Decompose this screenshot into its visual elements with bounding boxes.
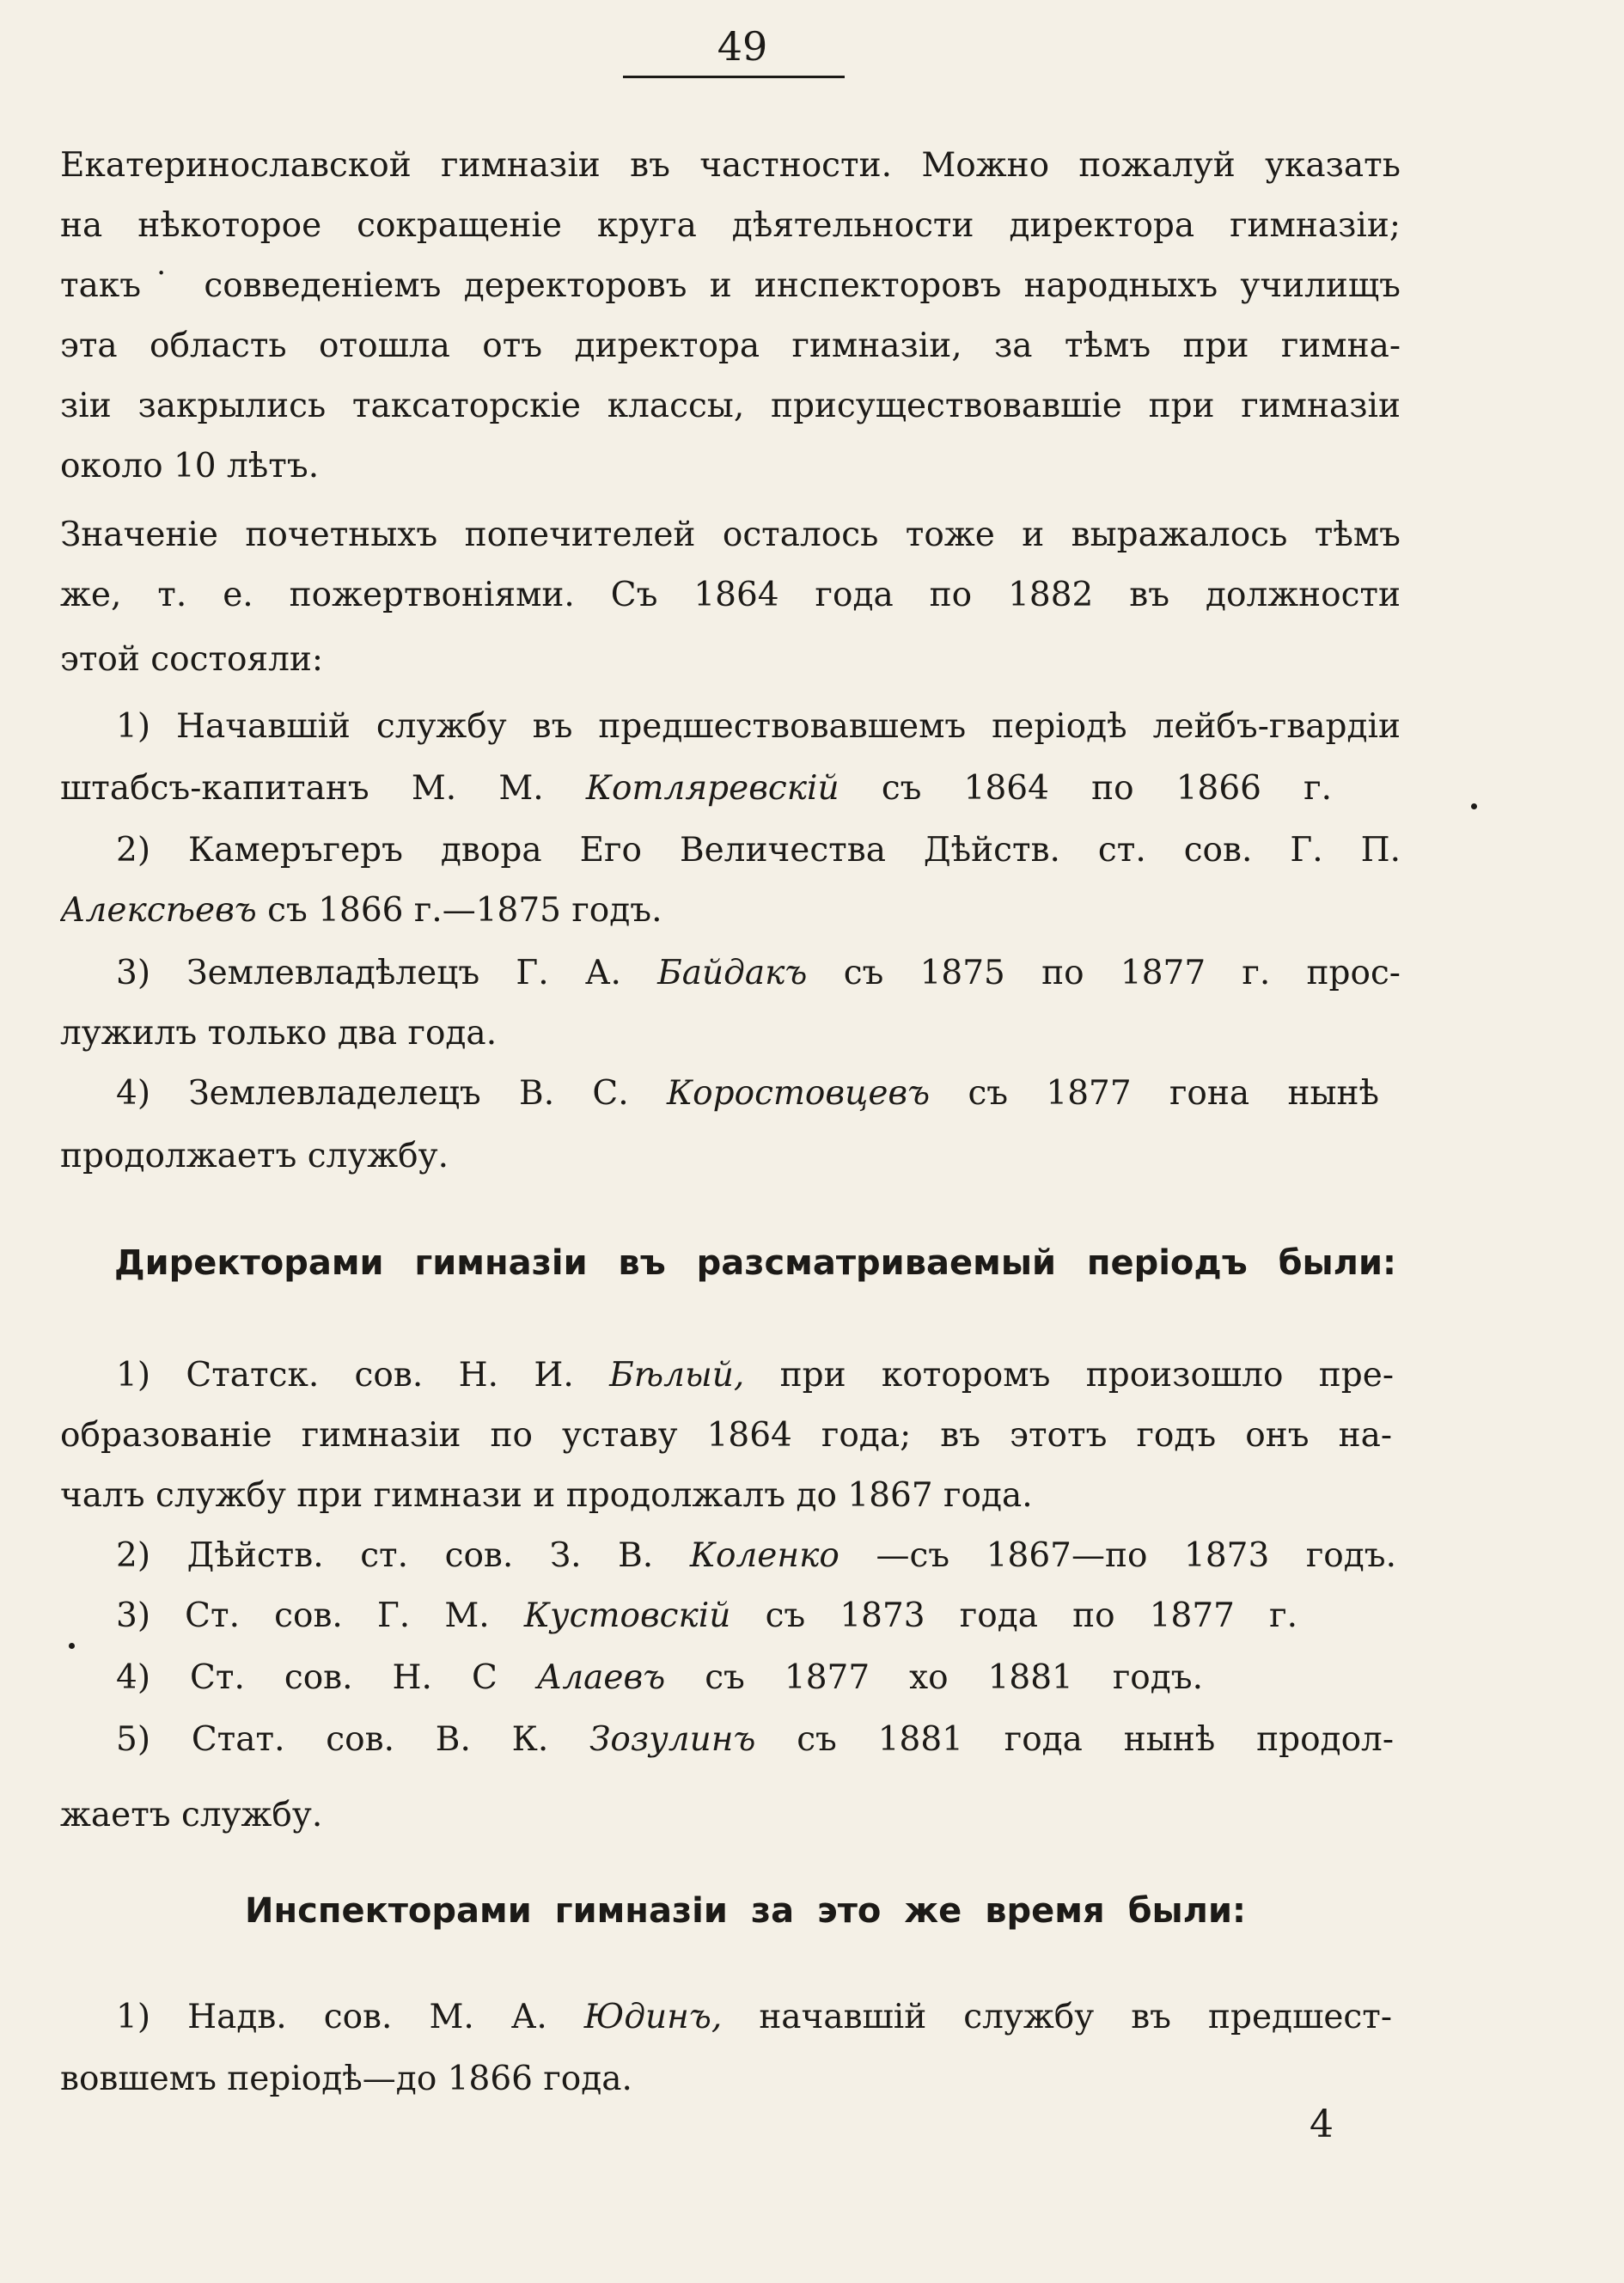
- inspectors-heading: Инспекторами гимназіи за это же время были:: [245, 1891, 1246, 1931]
- paragraph1-line-6: около 10 лѣтъ.: [60, 447, 320, 485]
- trustee-3-years: съ 1875 по 1877 г. прос-: [843, 954, 1401, 992]
- trustee-2-name: Алексѣевъ: [60, 891, 257, 930]
- paragraph2-line-1: Значеніе почетныхъ попечителей осталось тоже и выражалось тѣмъ: [60, 516, 1401, 554]
- trustee-1-title: штабсъ-капитанъ М. М.: [60, 769, 544, 808]
- trustee-3-title: 3) Землевладѣлецъ Г. А.: [116, 954, 621, 992]
- director-2-years: —съ 1867—по 1873 годъ.: [876, 1536, 1396, 1575]
- inspector-1-note: начавшій службу въ предшест-: [759, 1998, 1392, 2036]
- signature-mark: 4: [1310, 2103, 1334, 2146]
- director-4-line: [116, 1654, 1203, 1702]
- print-speck: [69, 1643, 75, 1649]
- director-4-name: Алаевъ: [536, 1658, 666, 1697]
- director-5-line-1: [116, 1716, 1394, 1764]
- trustee-1-name: Котляревскій: [585, 769, 839, 808]
- director-1-name: Бѣлый,: [609, 1356, 745, 1395]
- director-5-line-2: жаетъ службу.: [60, 1796, 323, 1834]
- trustee-4-name: Коростовцевъ: [667, 1074, 931, 1113]
- paragraph1-line-2: на нѣкоторое сокращеніе круга дѣятельности директора гимназіи;: [60, 206, 1401, 245]
- trustee-3-line-1: [116, 949, 1401, 998]
- director-1-line-1: [116, 1352, 1394, 1400]
- director-4-years: съ 1877 хо 1881 годъ.: [705, 1658, 1203, 1697]
- director-1-note: при которомъ произошло пре-: [779, 1356, 1394, 1395]
- header-rule: [623, 76, 845, 78]
- director-2-title: 2) Дѣйств. ст. сов. З. В.: [116, 1536, 654, 1575]
- trustee-2-years: съ 1866 г.—1875 годъ.: [267, 891, 662, 930]
- director-3-line: [116, 1592, 1297, 1640]
- paragraph1-line-4: эта область отошла отъ директора гимназіи, за тѣмъ при гимна-: [60, 327, 1401, 365]
- director-3-years: съ 1873 года по 1877 г.: [765, 1596, 1297, 1635]
- trustee-4-line-2: продолжаетъ службу.: [60, 1137, 449, 1175]
- paragraph2-line-3: этой состояли:: [60, 640, 324, 679]
- director-1-line-3: чалъ службу при гимнази и продолжалъ до 1867 года.: [60, 1476, 1033, 1515]
- director-5-years: съ 1881 года нынѣ продол-: [797, 1720, 1394, 1759]
- inspector-1-title: 1) Надв. сов. М. А.: [116, 1998, 547, 2036]
- inspector-1-line-1: [116, 1993, 1392, 2042]
- director-1-line-2: образованіе гимназіи по уставу 1864 года; въ этотъ годъ онъ на-: [60, 1416, 1392, 1455]
- director-3-title: 3) Ст. сов. Г. М.: [116, 1596, 490, 1635]
- paragraph1-line-5: зіи закрылись таксаторскіе классы, присуществовавшіе при гимназіи: [60, 387, 1401, 425]
- trustee-2-line-2: [60, 887, 1401, 935]
- director-2-name: Коленко: [689, 1536, 839, 1575]
- inspector-1-line-2: вовшемъ періодѣ—до 1866 года.: [60, 2060, 632, 2098]
- page-number: 49: [717, 23, 768, 70]
- directors-heading: Директорами гимназіи въ разсматриваемый періодъ были:: [114, 1243, 1396, 1283]
- director-5-title: 5) Стат. сов. В. К.: [116, 1720, 549, 1759]
- trustee-1-line-1: 1) Начавшій службу въ предшествовавшемъ періодѣ лейбъ-гвардіи: [116, 707, 1401, 746]
- trustee-1-line-2: [60, 765, 1332, 813]
- director-2-line: [116, 1532, 1396, 1580]
- paragraph1-line-3: такъ˙ совведеніемъ деректоровъ и инспекторовъ народныхъ училищъ: [60, 266, 1401, 305]
- director-1-title: 1) Статск. сов. Н. И.: [116, 1356, 574, 1395]
- director-5-name: Зозулинъ: [589, 1720, 756, 1759]
- inspector-1-name: Юдинъ,: [583, 1998, 723, 2036]
- trustee-4-years: съ 1877 гона нынѣ: [968, 1074, 1379, 1113]
- print-speck: [1471, 803, 1477, 809]
- paragraph1-line-1: Екатеринославской гимназіи въ частности. Можно пожалуй указать: [60, 146, 1401, 185]
- trustee-3-line-2: лужилъ только два года.: [60, 1014, 498, 1053]
- director-4-title: 4) Ст. сов. Н. С: [116, 1658, 498, 1697]
- paragraph2-line-2: же, т. е. пожертвоніями. Съ 1864 года по 1882 въ должности: [60, 576, 1401, 614]
- trustee-4-line-1: [116, 1070, 1379, 1118]
- trustee-1-years: съ 1864 по 1866 г.: [881, 769, 1332, 808]
- trustee-3-name: Байдакъ: [657, 954, 808, 992]
- trustee-2-line-1: 2) Камеръгеръ двора Его Величества Дѣйств. ст. сов. Г. П.: [116, 831, 1401, 870]
- director-3-name: Кустовскій: [523, 1596, 731, 1635]
- trustee-4-title: 4) Землевладелецъ В. С.: [116, 1074, 629, 1113]
